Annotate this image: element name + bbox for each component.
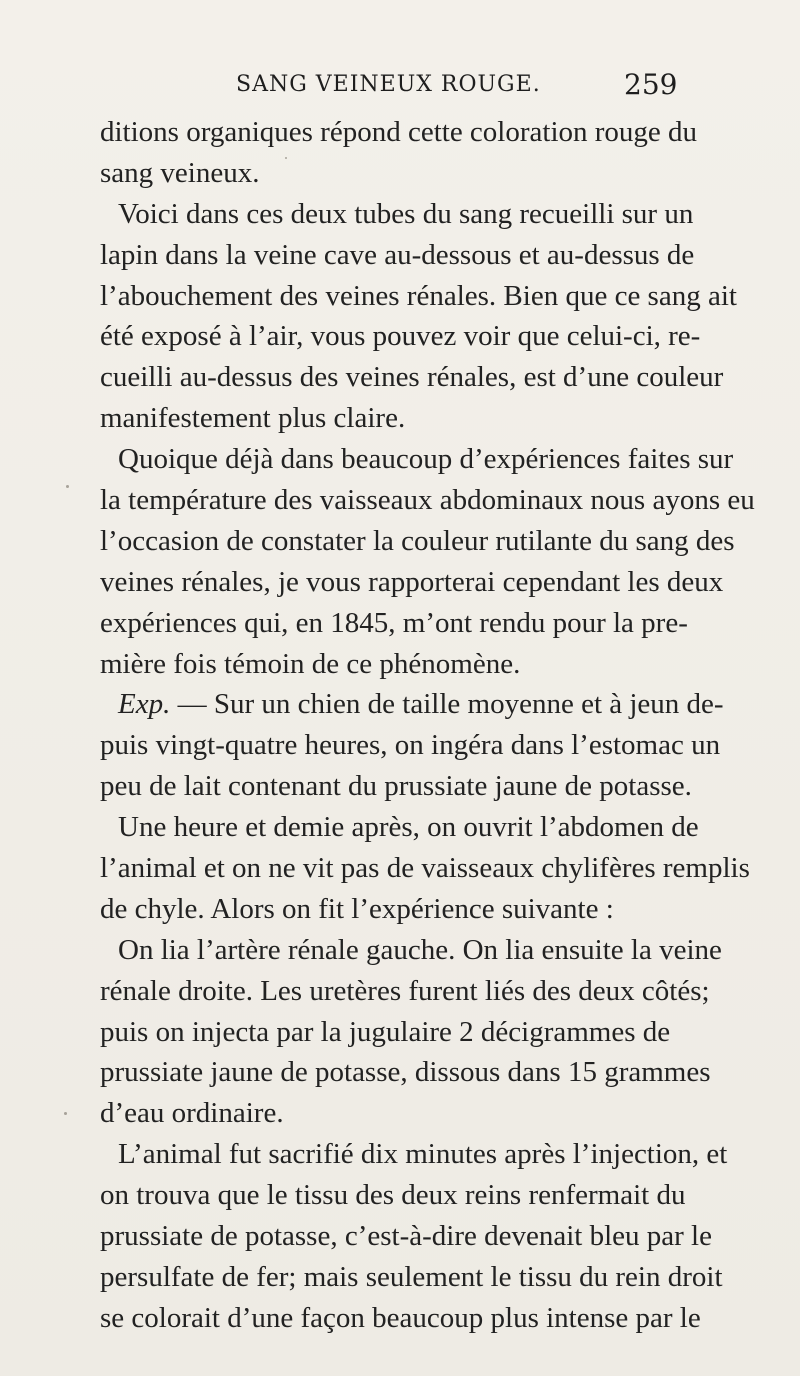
text-line: l’abouchement des veines rénales. Bien que ce sang ait	[100, 279, 737, 312]
text-line: rénale droite. Les uretères furent liés des deux côtés;	[100, 974, 710, 1007]
text-line: prussiate jaune de potasse, dissous dans 15 grammes	[100, 1056, 711, 1089]
text-line: puis on injecta par la jugulaire 2 décigrammes de	[100, 1015, 671, 1048]
experiment-label: Exp.	[118, 688, 171, 721]
paper-speck	[66, 485, 69, 488]
text-line: prussiate de potasse, c’est-à-dire devenait bleu par le	[100, 1220, 712, 1253]
experiment-line-text: — Sur un chien de taille moyenne et à jeun de-	[177, 688, 724, 721]
text-line: d’eau ordinaire.	[100, 1097, 284, 1130]
text-line: mière fois témoin de ce phénomène.	[100, 647, 521, 680]
page-number: 259	[624, 68, 678, 101]
text-line: on trouva que le tissu des deux reins renfermait du	[100, 1179, 686, 1212]
text-line: lapin dans la veine cave au-dessous et au-dessus de	[100, 238, 695, 271]
text-line: veines rénales, je vous rapporterai cependant les deux	[100, 565, 724, 598]
body-text	[100, 112, 755, 1339]
text-line: Voici dans ces deux tubes du sang recueilli sur un	[118, 197, 694, 230]
text-line: Une heure et demie après, on ouvrit l’abdomen de	[118, 811, 699, 844]
text-line: cueilli au-dessus des veines rénales, est d’une couleur	[100, 361, 724, 394]
text-line: la température des vaisseaux abdominaux nous ayons eu	[100, 484, 755, 517]
text-line: expériences qui, en 1845, m’ont rendu pour la pre-	[100, 606, 688, 639]
text-line: persulfate de fer; mais seulement le tissu du rein droit	[100, 1260, 723, 1293]
text-line: l’animal et on ne vit pas de vaisseaux chylifères remplis	[100, 852, 750, 885]
experiment-line	[100, 684, 724, 725]
text-line: sang veineux.	[100, 156, 260, 189]
text-line: été exposé à l’air, vous pouvez voir que celui-ci, re-	[100, 320, 701, 353]
page-header	[0, 68, 800, 104]
text-line: de chyle. Alors on fit l’expérience suivante :	[100, 892, 614, 925]
text-line: puis vingt-quatre heures, on ingéra dans l’estomac un	[100, 729, 721, 762]
text-line: se colorait d’une façon beaucoup plus intense par le	[100, 1301, 701, 1334]
running-title: SANG VEINEUX ROUGE.	[236, 72, 541, 97]
text-line: ditions organiques répond cette coloration rouge du	[100, 116, 698, 148]
text-line: On lia l’artère rénale gauche. On lia ensuite la veine	[118, 933, 722, 966]
paper-speck	[64, 1112, 67, 1115]
text-line: Quoique déjà dans beaucoup d’expériences faites sur	[118, 443, 734, 476]
text-line: peu de lait contenant du prussiate jaune de potasse.	[100, 770, 692, 803]
text-line: l’occasion de constater la couleur rutilante du sang des	[100, 524, 735, 557]
text-line: manifestement plus claire.	[100, 402, 406, 435]
paper-speck	[285, 157, 287, 159]
text-line: L’animal fut sacrifié dix minutes après l’injection, et	[118, 1138, 728, 1171]
